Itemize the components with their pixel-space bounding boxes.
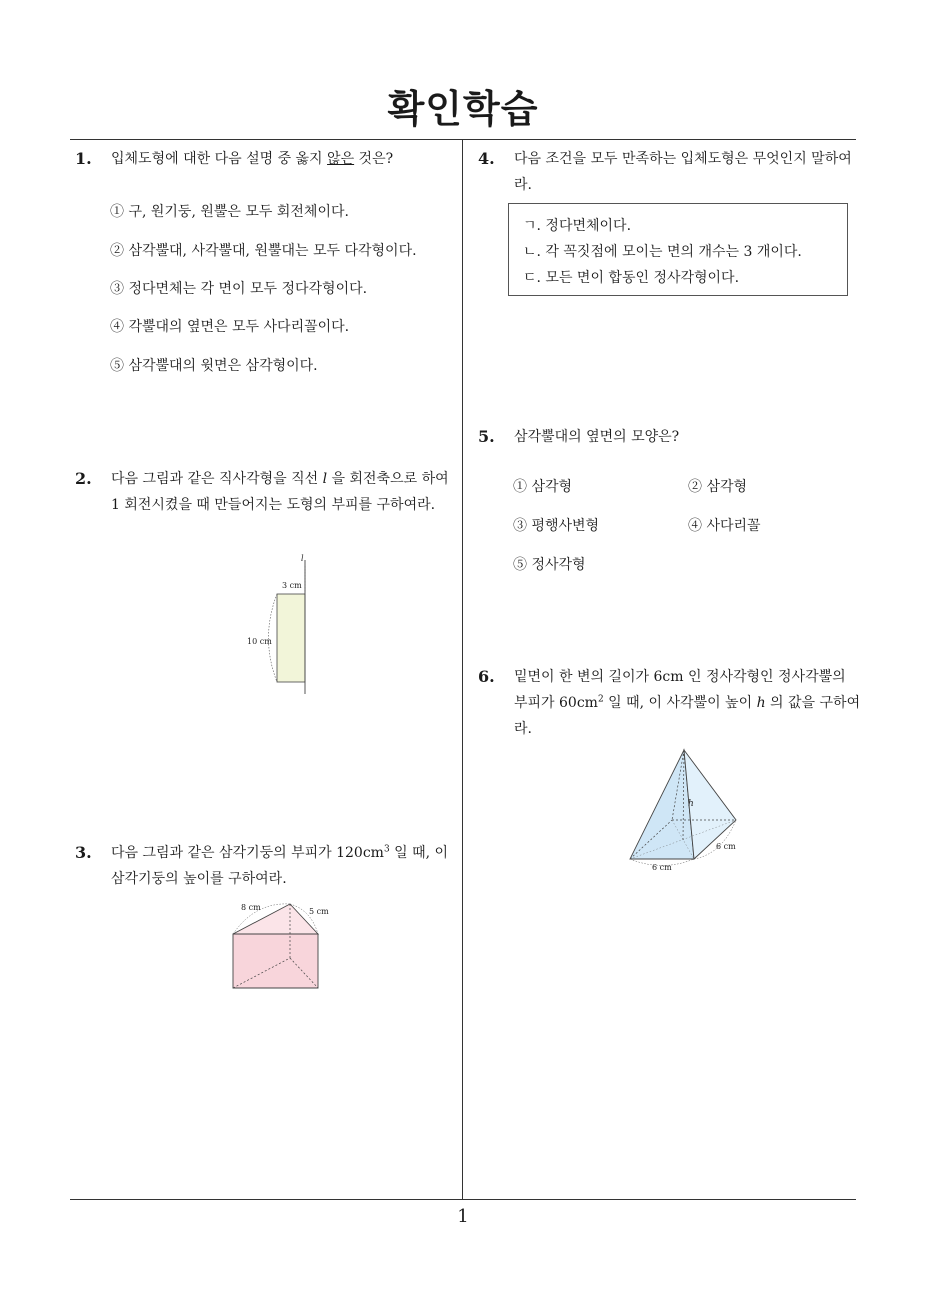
question-text-part: 다음 그림과 같은 직사각형을 직선 (111, 471, 323, 487)
question-2 (75, 466, 460, 518)
rectangle-shape (277, 594, 305, 682)
question-number: 4. (478, 149, 495, 168)
height-label: 10 cm (247, 637, 272, 646)
q5-option-5[interactable]: ⑤ 정사각형 (513, 557, 586, 573)
question-text-part: 을 회전축으로 하여 1 회전시켰을 때 만들어지는 도형의 부피를 구하여라. (111, 471, 449, 513)
column-divider (462, 140, 463, 1200)
question-number: 1. (75, 149, 92, 168)
side-length-label: 6 cm (716, 842, 736, 851)
question-6 (478, 664, 863, 742)
question-text (111, 146, 460, 172)
height-label: h (688, 799, 694, 809)
question-number: 2. (75, 469, 92, 488)
question-text (111, 466, 460, 518)
prism-front-face (233, 934, 318, 988)
q5-option-1[interactable]: ① 삼각형 (513, 479, 573, 495)
axis-label: l (301, 554, 304, 563)
pyramid-front-face (630, 750, 694, 859)
q1-option-2[interactable]: ② 삼각뿔대, 사각뿔대, 원뿔대는 모두 다각형이다. (110, 243, 417, 259)
question-number: 6. (478, 667, 495, 686)
question-5 (478, 424, 863, 450)
question-text-part: 입체도형에 대한 다음 설명 중 옳지 (111, 151, 328, 167)
variable-l: l (322, 471, 328, 487)
page-number: 1 (457, 1206, 469, 1227)
q1-option-3[interactable]: ③ 정다면체는 각 면이 모두 정다각형이다. (110, 281, 368, 297)
question-text-part: 일 때, 이 삼각기둥의 높이를 구하여라. (111, 845, 449, 887)
page-title: 확인학습 (387, 87, 539, 131)
question-text (514, 664, 863, 742)
q5-option-3[interactable]: ③ 평행사변형 (513, 518, 600, 534)
question-text-part: 밑면이 한 변의 길이가 6cm 인 정사각형인 정사각뿔의 부피가 60cm (514, 669, 846, 711)
base-length-label: 6 cm (652, 863, 672, 872)
q5-option-4[interactable]: ④ 사다리꼴 (688, 518, 761, 534)
question-text-part: 일 때, 이 사각뿔이 높이 (603, 695, 757, 711)
triangular-prism-figure (225, 896, 340, 992)
superscript: 3 (383, 844, 390, 855)
question-text-part: 다음 그림과 같은 삼각기둥의 부피가 120cm (111, 845, 384, 861)
question-number: 3. (75, 843, 92, 862)
condition-item: ㄱ. 정다면체이다. (523, 218, 632, 234)
question-text-part: 의 값을 구하여라. (514, 695, 861, 737)
question-3 (75, 840, 460, 892)
q1-option-1[interactable]: ① 구, 원기둥, 원뿔은 모두 회전체이다. (110, 204, 349, 220)
question-number: 5. (478, 427, 495, 446)
question-4 (478, 146, 863, 198)
q5-option-2[interactable]: ② 삼각형 (688, 479, 748, 495)
condition-item: ㄷ. 모든 면이 합동인 정사각형이다. (523, 270, 740, 286)
question-text (111, 840, 460, 892)
q1-option-5[interactable]: ⑤ 삼각뿔대의 윗면은 삼각형이다. (110, 358, 318, 374)
question-1 (75, 146, 460, 172)
length-label-8cm: 8 cm (241, 903, 261, 912)
footer-divider (70, 1199, 856, 1200)
square-pyramid-figure (622, 744, 750, 874)
length-label-5cm: 5 cm (309, 907, 329, 916)
width-label: 3 cm (282, 581, 302, 590)
conditions-box (508, 203, 848, 296)
condition-item: ㄴ. 각 꼭짓점에 모이는 면의 개수는 3 개이다. (523, 244, 802, 260)
variable-h: h (756, 695, 766, 711)
question-text-part: 것은? (354, 151, 394, 167)
q1-option-4[interactable]: ④ 각뿔대의 옆면은 모두 사다리꼴이다. (110, 319, 350, 335)
underlined-word: 않은 (327, 151, 355, 167)
superscript: 2 (597, 694, 604, 705)
question-text: 다음 조건을 모두 만족하는 입체도형은 무엇인지 말하여라. (514, 151, 852, 193)
header-divider (70, 139, 856, 140)
question-text: 삼각뿔대의 옆면의 모양은? (514, 429, 680, 445)
rotation-figure (240, 552, 330, 700)
